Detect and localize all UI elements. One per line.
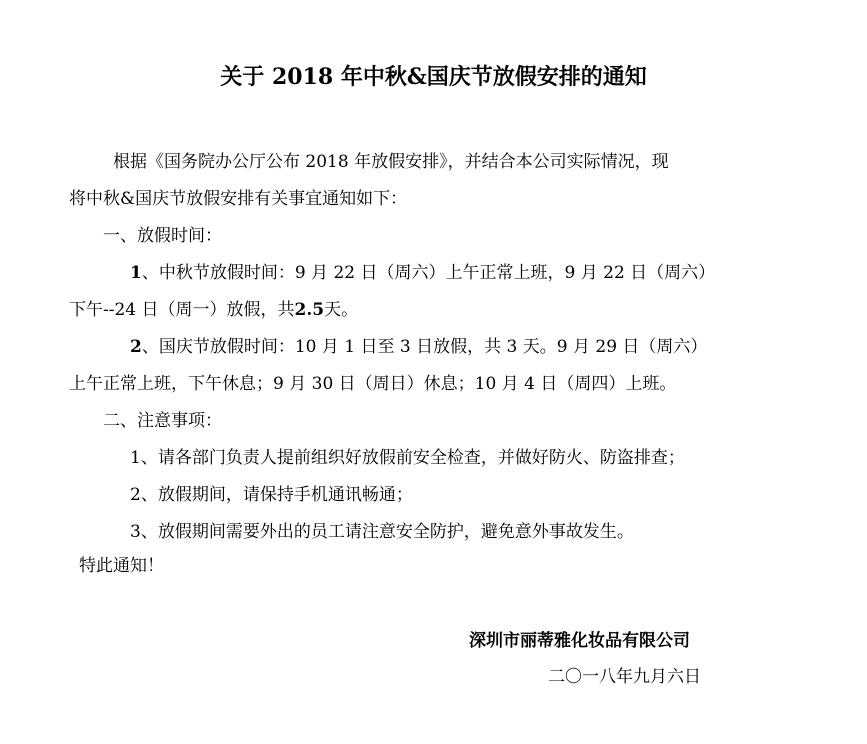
holiday-item-1-line-1 <box>130 263 715 283</box>
intro-line-2: 将中秋&国庆节放假安排有关事宜通知如下： <box>69 189 408 209</box>
intro-line-1: 根据《国务院办公厅公布 2018 年放假安排》，并结合本公司实际情况，现 <box>113 152 669 172</box>
notice-item-2: 2、放假期间，请保持手机通讯畅通； <box>130 485 413 505</box>
closing-text: 特此通知！ <box>79 556 164 576</box>
holiday-item-1-line-2-post: 天。 <box>324 300 359 320</box>
holiday-item-2-line-2: 上午正常上班，下午休息；9 月 30 日（周日）休息；10 月 4 日（周四）上班。 <box>69 374 677 394</box>
notice-title: 关于 2018 年中秋&国庆节放假安排的通知 <box>220 64 647 90</box>
section-2-heading: 二、注意事项： <box>103 411 222 431</box>
holiday-item-1-line-2-pre: 下午--24 日（周一）放假，共 <box>69 300 295 320</box>
company-name: 深圳市丽蒂雅化妆品有限公司 <box>469 631 690 651</box>
holiday-item-1-text: 、中秋节放假时间：9 月 22 日（周六）上午正常上班，9 月 22 日（周六） <box>141 263 716 283</box>
holiday-total-days: 2.5 <box>294 300 325 320</box>
holiday-item-2-line-1 <box>130 337 707 357</box>
notice-item-1: 1、请各部门负责人提前组织好放假前安全检查，并做好防火、防盗排查； <box>130 448 685 468</box>
notice-item-3: 3、放假期间需要外出的员工请注意安全防护，避免意外事故发生。 <box>130 522 634 542</box>
holiday-item-2-text: 、国庆节放假时间：10 月 1 日至 3 日放假，共 3 天。9 月 29 日（周六） <box>141 337 708 357</box>
section-1-heading: 一、放假时间： <box>103 226 222 246</box>
holiday-item-1-line-2 <box>69 300 358 320</box>
holiday-item-2-number: 2 <box>130 337 142 357</box>
holiday-item-1-number: 1 <box>130 263 142 283</box>
notice-date: 二〇一八年九月六日 <box>548 667 701 687</box>
